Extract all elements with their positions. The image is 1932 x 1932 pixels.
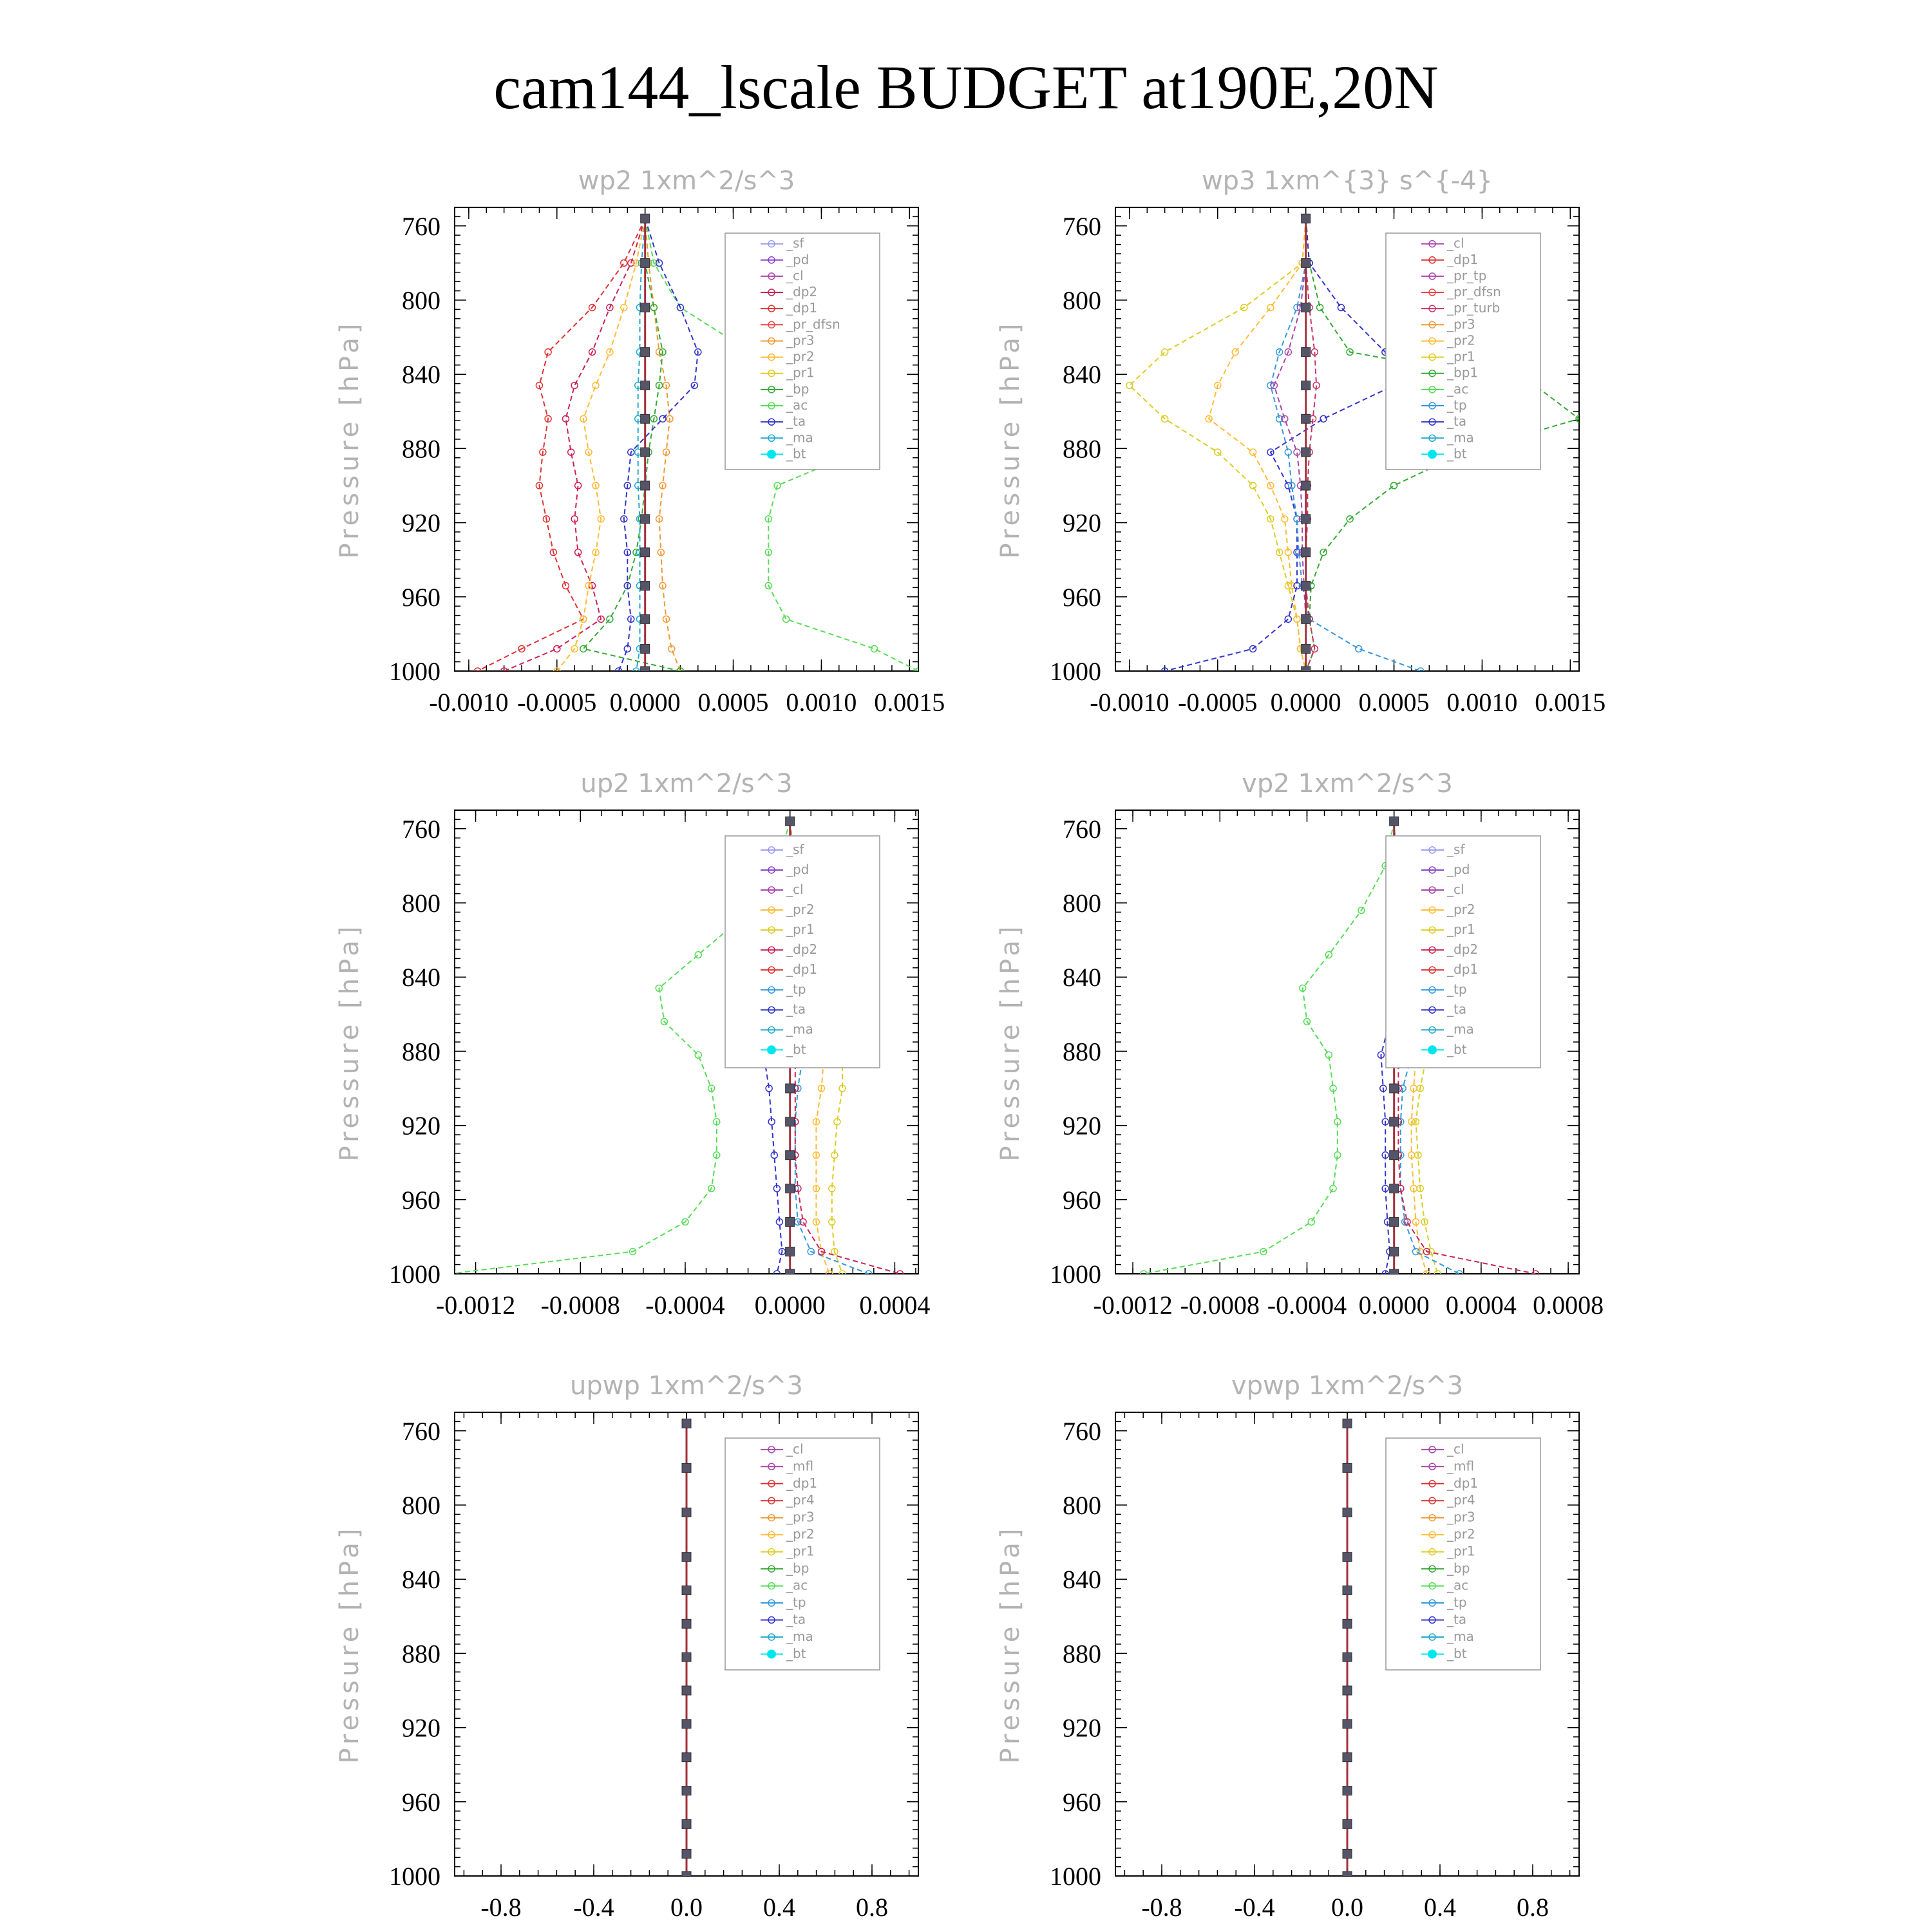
data-point: [607, 616, 613, 622]
legend-entry: _pd: [786, 861, 810, 877]
legend-entry: _cl: [786, 882, 804, 897]
legend-entry: _cl: [1447, 235, 1464, 251]
x-tick-label: 0.0004: [859, 1291, 931, 1320]
data-point: [1356, 645, 1362, 652]
data-point: [1343, 1786, 1352, 1795]
legend-entry: _pr1: [786, 365, 815, 381]
data-point: [1250, 449, 1256, 455]
y-tick-label: 960: [1063, 1185, 1101, 1215]
panel-6: [996, 1371, 1579, 1922]
legend: [1386, 1438, 1540, 1670]
y-axis-label: Pressure [hPa]: [996, 319, 1025, 559]
y-axis-label: Pressure [hPa]: [996, 922, 1025, 1162]
data-point: [641, 644, 650, 653]
data-point: [871, 645, 878, 652]
panel-5: [335, 1371, 918, 1922]
y-tick-label: 880: [402, 434, 440, 464]
legend-entry: _ta: [1447, 413, 1467, 430]
y-tick-label: 880: [402, 1639, 440, 1669]
legend-entry: _pr4: [786, 1492, 815, 1508]
y-tick-label: 800: [402, 1491, 440, 1520]
x-tick-label: 0.0000: [754, 1291, 826, 1320]
y-tick-label: 840: [402, 360, 440, 390]
series-line-ta: [619, 218, 698, 671]
x-tick-label: 0.0005: [1358, 688, 1430, 717]
y-tick-label: 920: [402, 1713, 440, 1743]
data-point: [1232, 349, 1238, 355]
data-point: [621, 305, 627, 311]
panel-3: [335, 769, 930, 1320]
data-point: [1343, 1653, 1352, 1662]
legend-marker: [1428, 450, 1437, 459]
data-point: [1390, 1151, 1399, 1160]
data-point: [621, 260, 627, 266]
data-point: [1267, 305, 1274, 311]
y-tick-label: 960: [402, 1185, 440, 1215]
data-point: [641, 348, 650, 357]
y-tick-label: 760: [402, 211, 440, 241]
legend-entry: _bp: [786, 1560, 810, 1577]
x-tick-label: 0.4: [763, 1893, 795, 1922]
x-tick-label: -0.0010: [1090, 688, 1170, 717]
data-point: [1338, 305, 1344, 311]
data-point: [1320, 415, 1327, 422]
legend: [1386, 836, 1540, 1068]
legend-entry: _sf: [1447, 841, 1465, 857]
legend-marker: [1428, 1649, 1437, 1658]
legend-entry: _tp: [1447, 397, 1467, 413]
y-tick-label: 1000: [1050, 1862, 1101, 1891]
y-tick-label: 920: [402, 1111, 440, 1141]
y-tick-label: 880: [1063, 1639, 1101, 1669]
series-line-dp2: [504, 218, 645, 671]
y-tick-label: 920: [402, 508, 440, 538]
data-point: [446, 1271, 453, 1277]
legend-entry: _ac: [786, 1577, 808, 1593]
legend-entry: _bt: [786, 1041, 806, 1057]
y-tick-label: 800: [1063, 1491, 1101, 1520]
legend-entry: _bt: [1447, 1041, 1467, 1057]
x-tick-label: -0.0004: [1267, 1291, 1347, 1320]
data-point: [682, 1653, 691, 1662]
legend-entry: _bt: [786, 1645, 806, 1662]
legend-entry: _cl: [1447, 1441, 1464, 1457]
y-tick-label: 760: [1063, 211, 1101, 241]
data-point: [1343, 1586, 1352, 1595]
data-point: [682, 1553, 691, 1562]
y-tick-label: 960: [402, 582, 440, 612]
data-point: [641, 258, 650, 267]
data-point: [1343, 1849, 1352, 1858]
data-point: [1390, 1217, 1399, 1226]
legend-entry: _ta: [1447, 1001, 1467, 1018]
legend-entry: _ac: [1447, 1577, 1469, 1593]
data-point: [1162, 349, 1168, 355]
x-tick-label: 0.0004: [1445, 1291, 1517, 1320]
series-line-ta: [1165, 218, 1394, 671]
y-tick-label: 1000: [389, 1260, 440, 1289]
data-point: [1308, 1218, 1314, 1225]
data-point: [1390, 817, 1399, 826]
x-tick-label: -0.8: [1141, 1893, 1182, 1922]
data-point: [695, 1052, 701, 1058]
x-tick-label: 0.8: [856, 1893, 888, 1922]
y-tick-label: 760: [402, 1416, 440, 1446]
data-point: [1343, 1619, 1352, 1628]
data-point: [554, 645, 560, 652]
legend-entry: _ma: [1447, 430, 1474, 446]
legend-entry: _pr2: [786, 902, 815, 918]
legend-entry: _pr1: [1447, 922, 1475, 938]
legend-entry: _pr3: [1447, 316, 1475, 332]
data-point: [1330, 1186, 1336, 1192]
y-tick-label: 920: [1063, 508, 1101, 538]
y-tick-label: 1000: [389, 1862, 440, 1891]
data-point: [1302, 548, 1311, 557]
data-point: [1302, 348, 1311, 357]
series-line-dp1: [478, 218, 645, 671]
data-point: [1302, 582, 1311, 591]
x-tick-label: 0.0000: [1270, 688, 1341, 717]
legend-entry: _ta: [1447, 1611, 1467, 1627]
legend-entry: _ma: [786, 430, 813, 446]
x-tick-label: -0.0008: [540, 1291, 620, 1320]
data-point: [641, 582, 650, 591]
data-point: [682, 1786, 691, 1795]
y-tick-label: 800: [1063, 286, 1101, 315]
x-tick-label: 0.0015: [874, 688, 945, 717]
y-tick-label: 1000: [1050, 657, 1101, 686]
legend-entry: _pr2: [1447, 1526, 1475, 1542]
data-point: [641, 481, 650, 490]
data-point: [1390, 1117, 1399, 1126]
legend-entry: _ac: [786, 397, 808, 413]
data-point: [682, 1871, 691, 1880]
y-tick-label: 840: [1063, 1565, 1101, 1595]
y-tick-label: 760: [1063, 1416, 1101, 1446]
legend-entry: _ma: [786, 1629, 813, 1644]
data-point: [1302, 644, 1311, 653]
data-point: [641, 414, 650, 423]
data-point: [1390, 1084, 1399, 1093]
y-tick-label: 840: [402, 963, 440, 992]
x-tick-label: 0.8: [1517, 1893, 1549, 1922]
x-tick-label: -0.0004: [645, 1291, 725, 1320]
data-point: [1302, 414, 1311, 423]
y-tick-label: 960: [1063, 582, 1101, 612]
legend-entry: _bp: [1447, 1560, 1470, 1577]
y-tick-label: 800: [402, 889, 440, 918]
legend-entry: _tp: [786, 981, 806, 998]
x-tick-label: -0.4: [1234, 1893, 1275, 1922]
data-point: [1285, 616, 1291, 622]
data-point: [1302, 214, 1311, 223]
y-tick-label: 1000: [1050, 1260, 1101, 1289]
panel-title: upwp 1xm^2/s^3: [570, 1371, 803, 1401]
x-tick-label: 0.0000: [609, 688, 681, 717]
data-point: [1302, 667, 1311, 676]
legend-entry: _ta: [786, 1611, 806, 1627]
data-point: [659, 415, 666, 422]
legend-entry: _dp1: [786, 300, 818, 316]
data-point: [786, 1151, 795, 1160]
legend-entry: _pr4: [1447, 1492, 1475, 1508]
data-point: [575, 549, 582, 556]
legend: [725, 233, 880, 469]
data-point: [682, 1819, 691, 1828]
legend-entry: _bt: [786, 446, 806, 462]
x-tick-label: 0.0008: [1533, 1291, 1604, 1320]
series-line-pr2: [1209, 218, 1306, 671]
data-point: [571, 382, 578, 388]
y-tick-label: 800: [402, 286, 440, 315]
legend-entry: _mfl: [1447, 1458, 1475, 1474]
data-point: [1343, 1553, 1352, 1562]
data-point: [1390, 1184, 1399, 1193]
data-point: [1343, 1871, 1352, 1880]
legend-marker: [767, 1045, 776, 1054]
legend-entry: _bp1: [1447, 365, 1479, 381]
data-point: [786, 1084, 795, 1093]
legend-entry: _pr2: [1447, 902, 1475, 918]
y-tick-label: 880: [1063, 1037, 1101, 1066]
data-point: [682, 1753, 691, 1762]
y-axis-label: Pressure [hPa]: [335, 1524, 365, 1764]
y-tick-label: 960: [402, 1787, 440, 1817]
data-point: [1343, 1419, 1352, 1428]
x-tick-label: 0.0000: [1358, 1291, 1430, 1320]
legend-entry: _pr_dfsn: [1447, 284, 1501, 300]
data-point: [641, 667, 650, 676]
legend-entry: _mfl: [786, 1458, 814, 1474]
x-tick-label: -0.8: [480, 1893, 522, 1922]
x-tick-label: 0.0010: [786, 688, 857, 717]
data-point: [1343, 1753, 1352, 1762]
legend-marker: [767, 1649, 776, 1658]
data-point: [682, 1719, 691, 1728]
x-tick-label: -0.0010: [429, 688, 509, 717]
x-tick-label: -0.4: [573, 1893, 614, 1922]
legend-entry: _dp1: [1447, 1475, 1479, 1491]
legend-entry: _sf: [786, 841, 804, 857]
legend-entry: _pr2: [786, 348, 815, 365]
legend-entry: _ta: [786, 413, 806, 430]
data-point: [1343, 1463, 1352, 1472]
panel-title: wp3 1xm^{3} s^{-4}: [1201, 166, 1493, 196]
legend-entry: _bt: [1447, 446, 1467, 462]
data-point: [1343, 1819, 1352, 1828]
y-tick-label: 840: [1063, 963, 1101, 992]
data-point: [1302, 614, 1311, 623]
x-tick-label: -0.0005: [517, 688, 597, 717]
x-tick-label: -0.0012: [1093, 1291, 1173, 1320]
legend: [1386, 233, 1540, 469]
data-point: [1126, 382, 1133, 388]
legend-entry: _pr_tp: [1447, 267, 1487, 283]
data-point: [682, 1463, 691, 1472]
x-tick-label: 0.0: [1331, 1893, 1363, 1922]
data-point: [786, 1217, 795, 1226]
legend-entry: _pr_turb: [1447, 300, 1501, 316]
legend-entry: _tp: [786, 1595, 806, 1611]
y-tick-label: 840: [402, 1565, 440, 1595]
x-tick-label: 0.4: [1424, 1893, 1456, 1922]
data-point: [1282, 516, 1288, 522]
legend-marker: [767, 450, 776, 459]
legend-entry: _bp: [786, 381, 810, 397]
data-point: [682, 1586, 691, 1595]
data-point: [1302, 381, 1311, 390]
series-group: [682, 1419, 691, 1880]
data-point: [786, 1184, 795, 1193]
legend-entry: _sf: [786, 235, 804, 251]
data-point: [1412, 1248, 1419, 1255]
legend: [725, 1438, 880, 1670]
y-axis-label: Pressure [hPa]: [996, 1524, 1025, 1764]
data-point: [1343, 1719, 1352, 1728]
legend-entry: _pr1: [1447, 348, 1475, 365]
data-point: [641, 303, 650, 312]
y-tick-label: 1000: [389, 657, 440, 686]
data-point: [682, 1686, 691, 1695]
legend-entry: _dp1: [786, 1475, 818, 1491]
data-point: [682, 1419, 691, 1428]
series-line-bp: [583, 218, 681, 671]
legend-entry: _pr1: [786, 922, 815, 938]
data-point: [786, 1269, 795, 1278]
legend-entry: _cl: [786, 267, 804, 283]
legend-entry: _pr3: [786, 1509, 815, 1525]
legend-entry: _tp: [1447, 981, 1467, 998]
legend-entry: _dp2: [786, 942, 818, 958]
panel-2: [996, 166, 1605, 717]
y-tick-label: 880: [402, 1037, 440, 1066]
data-point: [1391, 482, 1397, 489]
x-tick-label: -0.0012: [435, 1291, 516, 1320]
data-point: [1250, 482, 1256, 489]
legend-entry: _cl: [786, 1441, 804, 1457]
data-point: [1302, 481, 1311, 490]
legend-entry: _bt: [1447, 1645, 1467, 1662]
legend-entry: _ma: [1447, 1021, 1474, 1037]
series-line-pr2: [557, 218, 645, 671]
data-point: [1302, 258, 1311, 267]
legend-entry: _pr1: [786, 1543, 815, 1559]
legend-entry: _pr2: [786, 1526, 815, 1542]
data-point: [641, 214, 650, 223]
series-group: [1343, 1419, 1352, 1880]
x-tick-label: 0.0015: [1535, 688, 1606, 717]
y-tick-label: 840: [1063, 360, 1101, 390]
series-line-pr1: [1130, 218, 1306, 671]
legend-entry: _ac: [1447, 381, 1469, 397]
data-point: [1343, 1686, 1352, 1695]
legend-entry: _pd: [786, 251, 810, 267]
legend-entry: _dp1: [1447, 251, 1479, 267]
legend-entry: _ta: [786, 1001, 806, 1018]
data-point: [695, 952, 701, 958]
y-tick-label: 880: [1063, 434, 1101, 464]
data-point: [641, 548, 650, 557]
legend: [725, 836, 880, 1068]
data-point: [1343, 1508, 1352, 1517]
data-point: [1390, 1247, 1399, 1256]
data-point: [786, 1247, 795, 1256]
panel-title: vp2 1xm^2/s^3: [1242, 769, 1453, 799]
legend-entry: _pr3: [786, 332, 815, 348]
legend-entry: _cl: [1447, 882, 1464, 897]
legend-entry: _ma: [786, 1021, 813, 1037]
y-axis-label: Pressure [hPa]: [335, 922, 365, 1162]
data-point: [641, 614, 650, 623]
y-tick-label: 760: [1063, 814, 1101, 844]
legend-entry: _pr2: [1447, 332, 1475, 348]
data-point: [641, 448, 650, 457]
x-tick-label: 0.0005: [697, 688, 769, 717]
data-point: [682, 1619, 691, 1628]
y-axis-label: Pressure [hPa]: [335, 319, 365, 559]
series-line-ma: [636, 218, 645, 671]
data-point: [1302, 303, 1311, 312]
data-point: [682, 1849, 691, 1858]
y-tick-label: 920: [1063, 1111, 1101, 1141]
panel-title: up2 1xm^2/s^3: [580, 769, 793, 799]
y-tick-label: 760: [402, 814, 440, 844]
y-tick-label: 920: [1063, 1713, 1101, 1743]
data-point: [1390, 1269, 1399, 1278]
legend-entry: _pr3: [1447, 1509, 1475, 1525]
data-point: [641, 515, 650, 524]
data-point: [783, 616, 790, 622]
data-point: [580, 645, 587, 652]
series-line-ac: [1144, 821, 1394, 1274]
data-point: [682, 1508, 691, 1517]
legend-entry: _dp2: [786, 284, 818, 300]
y-tick-label: 960: [1063, 1787, 1101, 1817]
legend-entry: _pr_dfsn: [786, 316, 840, 332]
panel-title: vpwp 1xm^2/s^3: [1231, 1371, 1464, 1401]
legend-entry: _dp1: [786, 961, 818, 978]
data-point: [641, 381, 650, 390]
figure-title: cam144_lscale BUDGET at190E,20N: [493, 53, 1439, 122]
panel-title: wp2 1xm^2/s^3: [578, 166, 795, 196]
data-point: [1302, 515, 1311, 524]
legend-entry: _dp2: [1447, 942, 1479, 958]
x-tick-label: -0.0008: [1180, 1291, 1260, 1320]
data-point: [786, 817, 795, 826]
data-point: [1302, 448, 1311, 457]
panel-4: [996, 769, 1604, 1320]
legend-entry: _ma: [1447, 1629, 1474, 1644]
legend-entry: _pd: [1447, 861, 1470, 877]
data-point: [786, 1117, 795, 1126]
data-point: [592, 382, 599, 388]
x-tick-label: 0.0010: [1446, 688, 1518, 717]
panel-1: [335, 166, 945, 717]
x-tick-label: 0.0: [670, 1893, 703, 1922]
x-tick-label: -0.0005: [1178, 688, 1258, 717]
legend-entry: _tp: [1447, 1595, 1467, 1611]
legend-entry: _dp1: [1447, 961, 1479, 978]
legend-entry: _pr1: [1447, 1543, 1475, 1559]
legend-marker: [1428, 1045, 1437, 1054]
y-tick-label: 800: [1063, 889, 1101, 918]
